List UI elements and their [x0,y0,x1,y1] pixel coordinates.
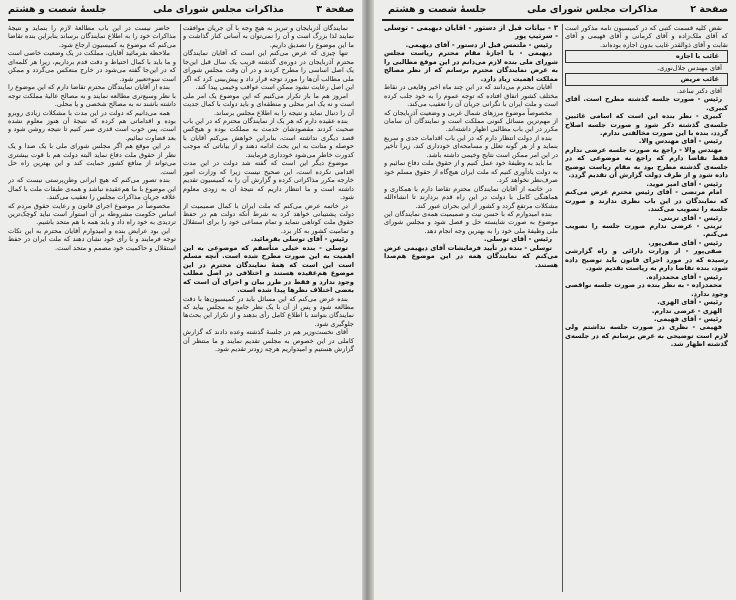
paragraph: نقض کلیه قسمت کتبی که در کمیسیون نامه مذکور است که آقای ملک‌زاده و آقای کرمانی و آقای فهیمی و آقای نقابت و آقای ذوالقدر غایب بدون اجازه بوده‌اند. [565,24,728,49]
paragraph: امروز هم ما باز تکرار می‌کنیم که این موضوع یک امر ملی است و نه یک امر محلی و منطقه‌ای و باید دولت با کمال جدیت آن را دنبال نماید و نتیجه را به اطلاع مجلس برساند. [183,91,354,117]
paragraph: تنها چیزی که عرض می‌کنم این است که آقایان نمایندگان محترم آذربایجان در دوره‌ی گذشته قریب یک سال قبل این‌جا یک اصل اساسی را مطرح کردند و در آن وقت مجلس شورای ملی مطالب آن‌ها را مورد توجه قرار داد و پیش‌بینی کرد که اگر این اصل رعایت نشود ممکن است عواقب وخیمی پیدا کند. [183,49,354,92]
speaker-paragraph: رئیس - آقای فهیمی. [654,314,722,323]
paragraph: بنده عرض می‌کنم که این مسائل باید در کمیسیون‌ها با دقت مطالعه شود و پس از آن با یک نظر جامع به مجلس بیاید که نمایندگان بتوانند با اطلاع کامل رأی بدهند و از تکرار این بحث‌ها جلوگیری شود. [183,294,354,328]
text-column-left [8,24,176,592]
paragraph: آقای نخست‌وزیر هم در جلسهٔ گذشته وعده دادند که گزارش کاملی در این خصوص به مجلس تقدیم نمایند و ما منتظر آن گزارش هستیم و امیدواریم هرچه زودتر تقدیم شود. [183,328,354,354]
paragraph: ما باید به وظیفهٔ خود عمل کنیم و از حقوق ملت دفاع نمائیم و به دولت یادآوری کنیم که ملت ایران هیچ‌گاه از حقوق مسلم خود صرف‌نظر نخواهد کرد. [384,159,558,185]
speaker-paragraph: غائب با اجازه [565,50,728,62]
book-gutter [362,0,374,600]
speaker-paragraph: دیهیمی - با اجازهٔ مقام محترم ریاست مجلس شورای ملی بنده لازم می‌دانم در این موقع مطالبی را به عرض نمایندگان محترم برسانم که از نظر مصالح مملکت اهمیت زیاد دارد. [384,49,558,83]
paragraph: آقای دکتر ساعد. [676,86,722,95]
page-3 [0,0,362,600]
paragraph: در خاتمه از آقایان نمایندگان محترم تقاضا دارم با همکاری و هماهنگی کامل با دولت در این راه قدم بردارند تا انشاءالله مشکلات مرتفع گردد و کشور از این بحران عبور کند. [384,184,558,210]
paragraph: بنده امیدوارم که با حسن نیت و صمیمیت همه‌ی نمایندگان این موضوع به صورت شایسته حل و فصل شود و مجلس شورای ملی وظیفهٔ ملی خود را به بهترین وجه انجام دهد. [384,209,558,235]
speaker-paragraph: رئیس - آقای توسلی بفرمائید. [250,235,348,244]
text-column-right [183,24,354,592]
page-header [382,4,728,18]
page-header [8,4,354,18]
speaker-paragraph: امام مرتضی - آقای رئیس محترم عرض می‌کنم که نمایندگان در این باب نظری ندارند و صورت جلسه را تصویب می‌کنند. [565,188,728,214]
header-rule [8,19,354,21]
page-number: صفحة ۳ [316,4,354,15]
paragraph: بنده از دولت انتظار دارم که در این باب اقدامات جدی و سریع بنماید و از هر گونه تعلل و مسامحه‌ای خودداری کند، زیرا تأخیر در این امر ممکن است نتایج وخیمی داشته باشد. [384,133,558,159]
speaker-paragraph: تربتی - عرضی ندارم صورت جلسه را تصویب می‌کنم. [565,221,728,239]
speaker-paragraph: مهندس والا - راجع به صورت جلسه عرضی ندارم فقط تقاضا دارم که راجع به موضوعی که در جلسه‌ی گذشته مطرح بود به مقام ریاست توضیح داده شود و از طرف دولت گزارش آن تقدیم گردد. [565,145,728,180]
header-title: مذاکرات مجلس شورای ملی [153,4,284,15]
paragraph: نمایندگان آذربایجان و تبریز به هیچ وجه با آن جریان موافقت نمایند لذا بزرگ است و آن را نمی‌توان به آسانی کنار گذاشت و ما این موضوع را تصدیق داریم. [183,24,354,49]
paragraph: بنده از آقایان نمایندگان محترم تقاضا دارم که این موضوع را با نظر وسیع‌تری مطالعه نمایند و به مصالح عالیهٔ مملکت توجه داشته باشند نه به مصالح شخصی و یا محلی. [8,83,176,109]
header-session: جلسهٔ شصت و هشتم [388,4,487,15]
paragraph: در این موقع هم اگر مجلس شورای ملی با یک صدا و یک نظر از حقوق ملت دفاع نماید البته دولت هم با قوت بیشتری می‌تواند از منافع کشور حمایت کند و این بهترین راه حل است. [8,142,176,176]
column-divider [562,24,563,592]
speaker-paragraph: کبیری - نظر بنده این است که اسامی غائبین جلسه‌ی گذشته ذکر شود و صورت جلسه اصلاح گردد، بنده با این صورت مخالفتی ندارم. [565,112,728,137]
speaker-paragraph: توسلی - بنده خیلی متأسفم که موضوعی به این اهمیت به این صورت مطرح شده است. آنچه مسلم است این است که همهٔ نمایندگان محترم در این موضوع هم‌عقیده هستند و اختلافی در اصل مطلب وجود ندارد و فقط در طرز بیان و اجرای آن است که بعضی اختلاف نظرها پیدا شده است. [183,243,354,295]
paragraph: بنده تصور می‌کنم که هیچ ایرانی وطن‌پرستی نیست که در این موضوع با ما هم‌عقیده نباشد و همه‌ی طبقات ملت با کمال علاقه جریان مذاکرات مجلس را تعقیب می‌کنند. [8,176,176,202]
speaker-paragraph: رئیس - آقای محمدزاده. [646,272,722,281]
paragraph: مخصوصاً در موضوع اجرای قانون و رعایت حقوق مردم که اساس حکومت مشروطه بر آن استوار است نباید کوچک‌ترین تردیدی به خود راه داد و باید همه با هم متحد باشیم. [8,201,176,227]
text-column-right [565,24,728,592]
section-title: ۳ - بیانات قبل از دستور - آقایان دیهیمی - توسلی - سرتیپ پور [384,24,558,41]
speaker-paragraph: صفی‌پور - از وزارت دارائی و راه گزارشی رسیده که در مورد اجرای قانون باید توضیح داده شود، بنده تقاضا دارم به ریاست تقدیم شود. [565,247,728,273]
speaker-paragraph: غائب مریض [565,73,728,85]
speaker-paragraph: رئیس - آقای امیر موید. [646,179,722,188]
header-rule [382,19,728,21]
paragraph: مخصوصاً موضوع مرزهای شمال غربی و وضعیت آذربایجان که از مهم‌ترین مسائل کنونی مملکت است و نمایندگان آن سامان مکرر در این باب مطالبی اظهار داشته‌اند. [384,108,558,134]
paragraph: بنده عقیده دارم که هر یک از نمایندگان محترم که در این باب صحبت کردند مقصودشان خدمت به مملکت بوده و هیچ‌کس قصد دیگری نداشته است، بنابراین خواهش می‌کنم آقایان با حوصله و متانت به این بحث ادامه دهند و از بیاناتی که موجب کدورت خاطر می‌شود خودداری فرمایند. [183,116,354,159]
header-title: مذاکرات مجلس شورای ملی [527,4,658,15]
speaker-paragraph: رئیس - صورت جلسه گذشته مطرح است. آقای کبیری. [565,95,728,112]
paragraph: حاضر نیست در این باب مطالعهٔ لازم را بنماید و نتیجهٔ مذاکرات خود را به اطلاع نمایندگان برساند بنابراین بنده تقاضا می‌کنم که موضوع به کمیسیون ارجاع شود. [8,24,176,49]
page-number: صفحة ۲ [690,4,728,15]
speaker-paragraph: محمدزاده - به نظر بنده در صورت جلسه نواقصی وجود ندارد. [565,281,728,298]
speaker-paragraph: رئیس - آقای صفی‌پور. [648,238,722,247]
speaker-paragraph: رئیس - ملتمس قبل از دستور - آقای دیهیمی. [405,40,552,49]
paragraph: این بود عرایض بنده و امیدوارم آقایان محترم به این نکات توجه فرمایند و با رأی خود نشان دهند که ملت ایران در حفظ استقلال و حاکمیت خود مصمم و متحد است. [8,226,176,252]
speaker-paragraph: رئیس - آقای الهزی. [657,298,722,307]
speaker-paragraph: توسلی - بنده در تأیید فرمایشات آقای دیهیمی عرض می‌کنم که نمایندگان همه در این موضوع هم‌صدا هستند. [384,243,558,269]
speaker-paragraph: رئیس - آقای مهندس والا. [638,137,722,146]
paragraph: ملاحظه بفرمائید آقایان، مملکت در یک وضعیت خاصی است و ما باید با کمال احتیاط و دقت قدم برداریم، زیرا هر کلمه‌ای که در این‌جا گفته می‌شود در خارج منعکس می‌گردد و ممکن است سوءتعبیر شود. [8,49,176,83]
speaker-paragraph: رئیس - آقای تربتی. [658,213,722,222]
speaker-paragraph: رئیس - آقای توسلی. [484,235,552,244]
speaker-paragraph: فهیمی - نظری در صورت جلسه نداشتم ولی لازم است توضیحی به عرض برسانم که در جلسه‌ی گذشته اظهار شد. [565,323,728,349]
header-session: جلسهٔ شصت و هشتم [8,4,107,15]
page-2 [374,0,736,600]
paragraph: آقای مهندس جلال‌نوری. [657,63,722,72]
text-column-left [384,24,558,592]
paragraph: موضوع دیگر این است که گفته شد دولت در این مدت اقدامی نکرده است، این صحیح نیست زیرا که وزارت امور خارجه مکرر مذاکراتی کرده و گزارش آن را به کمیسیون تقدیم داشته است و ما انتظار داریم که نتیجهٔ آن به زودی معلوم شود. [183,159,354,202]
column-divider [180,24,181,592]
paragraph: آقایان محترم می‌دانند که در این چند ماه اخیر وقایعی در نقاط مختلف کشور اتفاق افتاده که توجه عموم را به خود جلب کرده است و ملت ایران با نگرانی جریان آن را تعقیب می‌کند. [384,83,558,109]
speaker-paragraph: الهزی - عرضی ندارم. [651,306,722,315]
paragraph: در خاتمه عرض می‌کنم که ملت ایران با کمال صمیمیت از دولت پشتیبانی خواهد کرد به شرط آنکه دولت هم در حفظ حقوق ملت کوتاهی ننماید و تمام مساعی خود را برای استقلال و تمامیت کشور به کار برد. [183,201,354,235]
paragraph: همه می‌دانیم که دولت در این مدت با مشکلات زیادی روبرو بوده و اقداماتی هم کرده که نتیجهٔ آن هنوز معلوم نشده است، پس خوب است قدری صبر کنیم تا نتیجه روشن شود و بعد قضاوت نمائیم. [8,108,176,142]
